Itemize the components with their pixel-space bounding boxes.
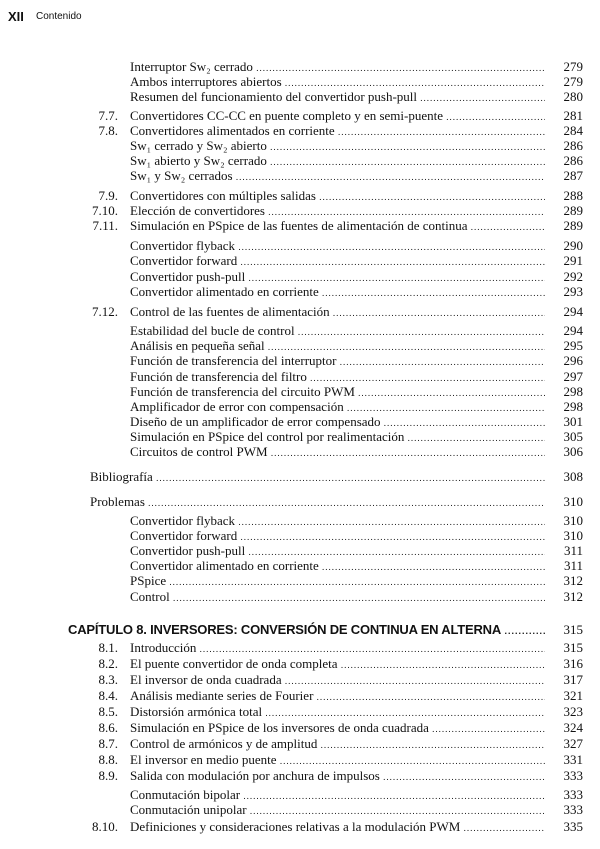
- entry-title: El puente convertidor de onda completa .....: [130, 656, 545, 673]
- entry-page: 305: [563, 429, 583, 444]
- entry-page: 287: [563, 168, 583, 183]
- entry-page: 333: [563, 768, 583, 783]
- entry-title: Sw₁ cerrado y Sw₂ abierto .....: [130, 138, 545, 155]
- entry-number: 7.7.: [98, 108, 118, 123]
- entry-number: 8.5.: [98, 704, 118, 719]
- toc-entry: [0, 429, 600, 444]
- toc-entry: [0, 752, 600, 767]
- entry-page: 289: [563, 218, 583, 233]
- entry-title: El inversor en medio puente .....: [130, 752, 545, 769]
- entry-title: Problemas .....: [90, 494, 545, 511]
- toc-entry: [0, 589, 600, 604]
- entry-title: Elección de convertidores .....: [130, 203, 545, 220]
- toc-entry: [0, 59, 600, 74]
- entry-title: Simulación en PSpice de las fuentes de alimentación de continua .....: [130, 218, 545, 235]
- entry-number: 8.8.: [98, 752, 118, 767]
- toc-entry: [0, 188, 600, 203]
- entry-page: 289: [563, 203, 583, 218]
- entry-page: 306: [563, 444, 583, 459]
- entry-number: 8.3.: [98, 672, 118, 687]
- entry-number: 8.7.: [98, 736, 118, 751]
- entry-page: 323: [563, 704, 583, 719]
- entry-title: Control .....: [130, 589, 545, 606]
- entry-number: 7.9.: [98, 188, 118, 203]
- entry-title: Función de transferencia del interruptor .....: [130, 353, 545, 370]
- entry-title: Convertidor flyback .....: [130, 513, 545, 530]
- entry-page: 335: [563, 819, 583, 834]
- toc-entry: [0, 399, 600, 414]
- toc-entry: [0, 338, 600, 353]
- toc-entry: [0, 787, 600, 802]
- entry-page: 298: [563, 384, 583, 399]
- entry-page: 315: [563, 622, 583, 637]
- entry-page: 333: [563, 787, 583, 802]
- entry-title: Definiciones y consideraciones relativas a la modulación PWM .....: [130, 819, 545, 836]
- toc-entry: [0, 284, 600, 299]
- entry-page: 327: [563, 736, 583, 751]
- toc-entry: [0, 384, 600, 399]
- toc-entry: [0, 323, 600, 338]
- entry-title: Diseño de un amplificador de error compensado .....: [130, 414, 545, 431]
- entry-page: 295: [563, 338, 583, 353]
- entry-page: 279: [563, 59, 583, 74]
- entry-title: El inversor de onda cuadrada .....: [130, 672, 545, 689]
- toc-entry: [0, 688, 600, 703]
- toc-entry: [0, 768, 600, 783]
- toc-entry: [0, 622, 600, 637]
- entry-page: 294: [563, 323, 583, 338]
- entry-page: 312: [563, 573, 583, 588]
- entry-title: Convertidor push-pull .....: [130, 269, 545, 286]
- entry-title: Sw₁ y Sw₂ cerrados .....: [130, 168, 545, 185]
- entry-title: Control de las fuentes de alimentación .....: [130, 304, 545, 321]
- entry-page: 286: [563, 138, 583, 153]
- toc-entry: [0, 543, 600, 558]
- toc-entry: [0, 802, 600, 817]
- entry-title: Convertidor forward .....: [130, 253, 545, 270]
- running-title: Contenido: [36, 11, 82, 22]
- entry-page: 286: [563, 153, 583, 168]
- entry-title: Ambos interruptores abiertos .....: [130, 74, 545, 91]
- toc-entry: [0, 153, 600, 168]
- toc-entry: [0, 108, 600, 123]
- entry-title: Circuitos de control PWM .....: [130, 444, 545, 461]
- toc-entry: [0, 573, 600, 588]
- entry-number: 7.11.: [92, 218, 118, 233]
- toc-entry: [0, 353, 600, 368]
- entry-page: 296: [563, 353, 583, 368]
- entry-page: 324: [563, 720, 583, 735]
- entry-title: Convertidores CC-CC en puente completo y en semi-puente .....: [130, 108, 545, 125]
- entry-title: Convertidor forward .....: [130, 528, 545, 545]
- entry-number: 7.8.: [98, 123, 118, 138]
- toc-entry: [0, 74, 600, 89]
- entry-number: 7.12.: [92, 304, 118, 319]
- entry-number: 8.4.: [98, 688, 118, 703]
- toc-entry: [0, 123, 600, 138]
- toc-entry: [0, 269, 600, 284]
- entry-title: Bibliografía .....: [90, 469, 545, 486]
- entry-title: PSpice .....: [130, 573, 545, 590]
- entry-page: 331: [563, 752, 583, 767]
- entry-number: 8.10.: [92, 819, 118, 834]
- entry-page: 315: [563, 640, 583, 655]
- toc-entry: [0, 253, 600, 268]
- toc-entry: [0, 736, 600, 751]
- toc-entry: [0, 819, 600, 834]
- entry-title: Función de transferencia del filtro .....: [130, 369, 545, 386]
- toc-entry: [0, 138, 600, 153]
- toc-entry: [0, 369, 600, 384]
- toc-entry: [0, 704, 600, 719]
- entry-title: CAPÍTULO 8. INVERSORES: CONVERSIÓN DE CONTINUA EN ALTERNA .....: [68, 622, 545, 637]
- entry-page: 310: [563, 494, 583, 509]
- entry-page: 311: [563, 558, 583, 573]
- toc-entry: [0, 168, 600, 183]
- entry-page: 316: [563, 656, 583, 671]
- entry-title: Estabilidad del bucle de control .....: [130, 323, 545, 340]
- entry-number: 8.2.: [98, 656, 118, 671]
- entry-page: 311: [563, 543, 583, 558]
- entry-title: Convertidores alimentados en corriente .....: [130, 123, 545, 140]
- entry-title: Conmutación unipolar .....: [130, 802, 545, 819]
- entry-title: Convertidor flyback .....: [130, 238, 545, 255]
- toc-entry: [0, 203, 600, 218]
- entry-page: 291: [563, 253, 583, 268]
- entry-page: 279: [563, 74, 583, 89]
- toc-entry: [0, 89, 600, 104]
- entry-title: Convertidores con múltiples salidas .....: [130, 188, 545, 205]
- entry-number: 8.6.: [98, 720, 118, 735]
- entry-page: 333: [563, 802, 583, 817]
- toc-entry: [0, 513, 600, 528]
- entry-title: Análisis en pequeña señal .....: [130, 338, 545, 355]
- entry-number: 8.1.: [98, 640, 118, 655]
- entry-title: Convertidor alimentado en corriente .....: [130, 558, 545, 575]
- entry-title: Sw₁ abierto y Sw₂ cerrado .....: [130, 153, 545, 170]
- toc-entry: [0, 656, 600, 671]
- entry-title: Convertidor alimentado en corriente .....: [130, 284, 545, 301]
- entry-page: 294: [563, 304, 583, 319]
- entry-number: 8.9.: [98, 768, 118, 783]
- entry-page: 288: [563, 188, 583, 203]
- toc-entry: [0, 640, 600, 655]
- entry-title: Conmutación bipolar .....: [130, 787, 545, 804]
- entry-page: 321: [563, 688, 583, 703]
- entry-title: Análisis mediante series de Fourier .....: [130, 688, 545, 705]
- entry-page: 293: [563, 284, 583, 299]
- entry-title: Control de armónicos y de amplitud .....: [130, 736, 545, 753]
- entry-page: 280: [563, 89, 583, 104]
- entry-page: 317: [563, 672, 583, 687]
- entry-title: Introducción .....: [130, 640, 545, 657]
- toc-entry: [0, 672, 600, 687]
- entry-title: Interruptor Sw₂ cerrado .....: [130, 59, 545, 76]
- toc-entry: [0, 304, 600, 319]
- toc-entry: [0, 238, 600, 253]
- toc-entry: [0, 414, 600, 429]
- toc-entry: [0, 720, 600, 735]
- entry-page: 312: [563, 589, 583, 604]
- entry-title: Distorsión armónica total .....: [130, 704, 545, 721]
- entry-page: 310: [563, 528, 583, 543]
- entry-page: 301: [563, 414, 583, 429]
- entry-page: 290: [563, 238, 583, 253]
- entry-title: Resumen del funcionamiento del convertidor push-pull .....: [130, 89, 545, 106]
- entry-title: Salida con modulación por anchura de impulsos .....: [130, 768, 545, 785]
- entry-number: 7.10.: [92, 203, 118, 218]
- page-number: XII: [8, 9, 24, 24]
- entry-title: Simulación en PSpice de los inversores de onda cuadrada .....: [130, 720, 545, 737]
- entry-title: Convertidor push-pull .....: [130, 543, 545, 560]
- toc-entry: [0, 528, 600, 543]
- toc-entry: [0, 218, 600, 233]
- entry-title: Simulación en PSpice del control por realimentación .....: [130, 429, 545, 446]
- entry-page: 292: [563, 269, 583, 284]
- entry-page: 281: [563, 108, 583, 123]
- entry-page: 310: [563, 513, 583, 528]
- entry-title: Función de transferencia del circuito PWM .....: [130, 384, 545, 401]
- entry-page: 308: [563, 469, 583, 484]
- entry-page: 297: [563, 369, 583, 384]
- toc-entry: [0, 469, 600, 484]
- toc-entry: [0, 558, 600, 573]
- entry-title: Amplificador de error con compensación .....: [130, 399, 545, 416]
- entry-page: 298: [563, 399, 583, 414]
- toc-entry: [0, 444, 600, 459]
- entry-page: 284: [563, 123, 583, 138]
- toc-entry: [0, 494, 600, 509]
